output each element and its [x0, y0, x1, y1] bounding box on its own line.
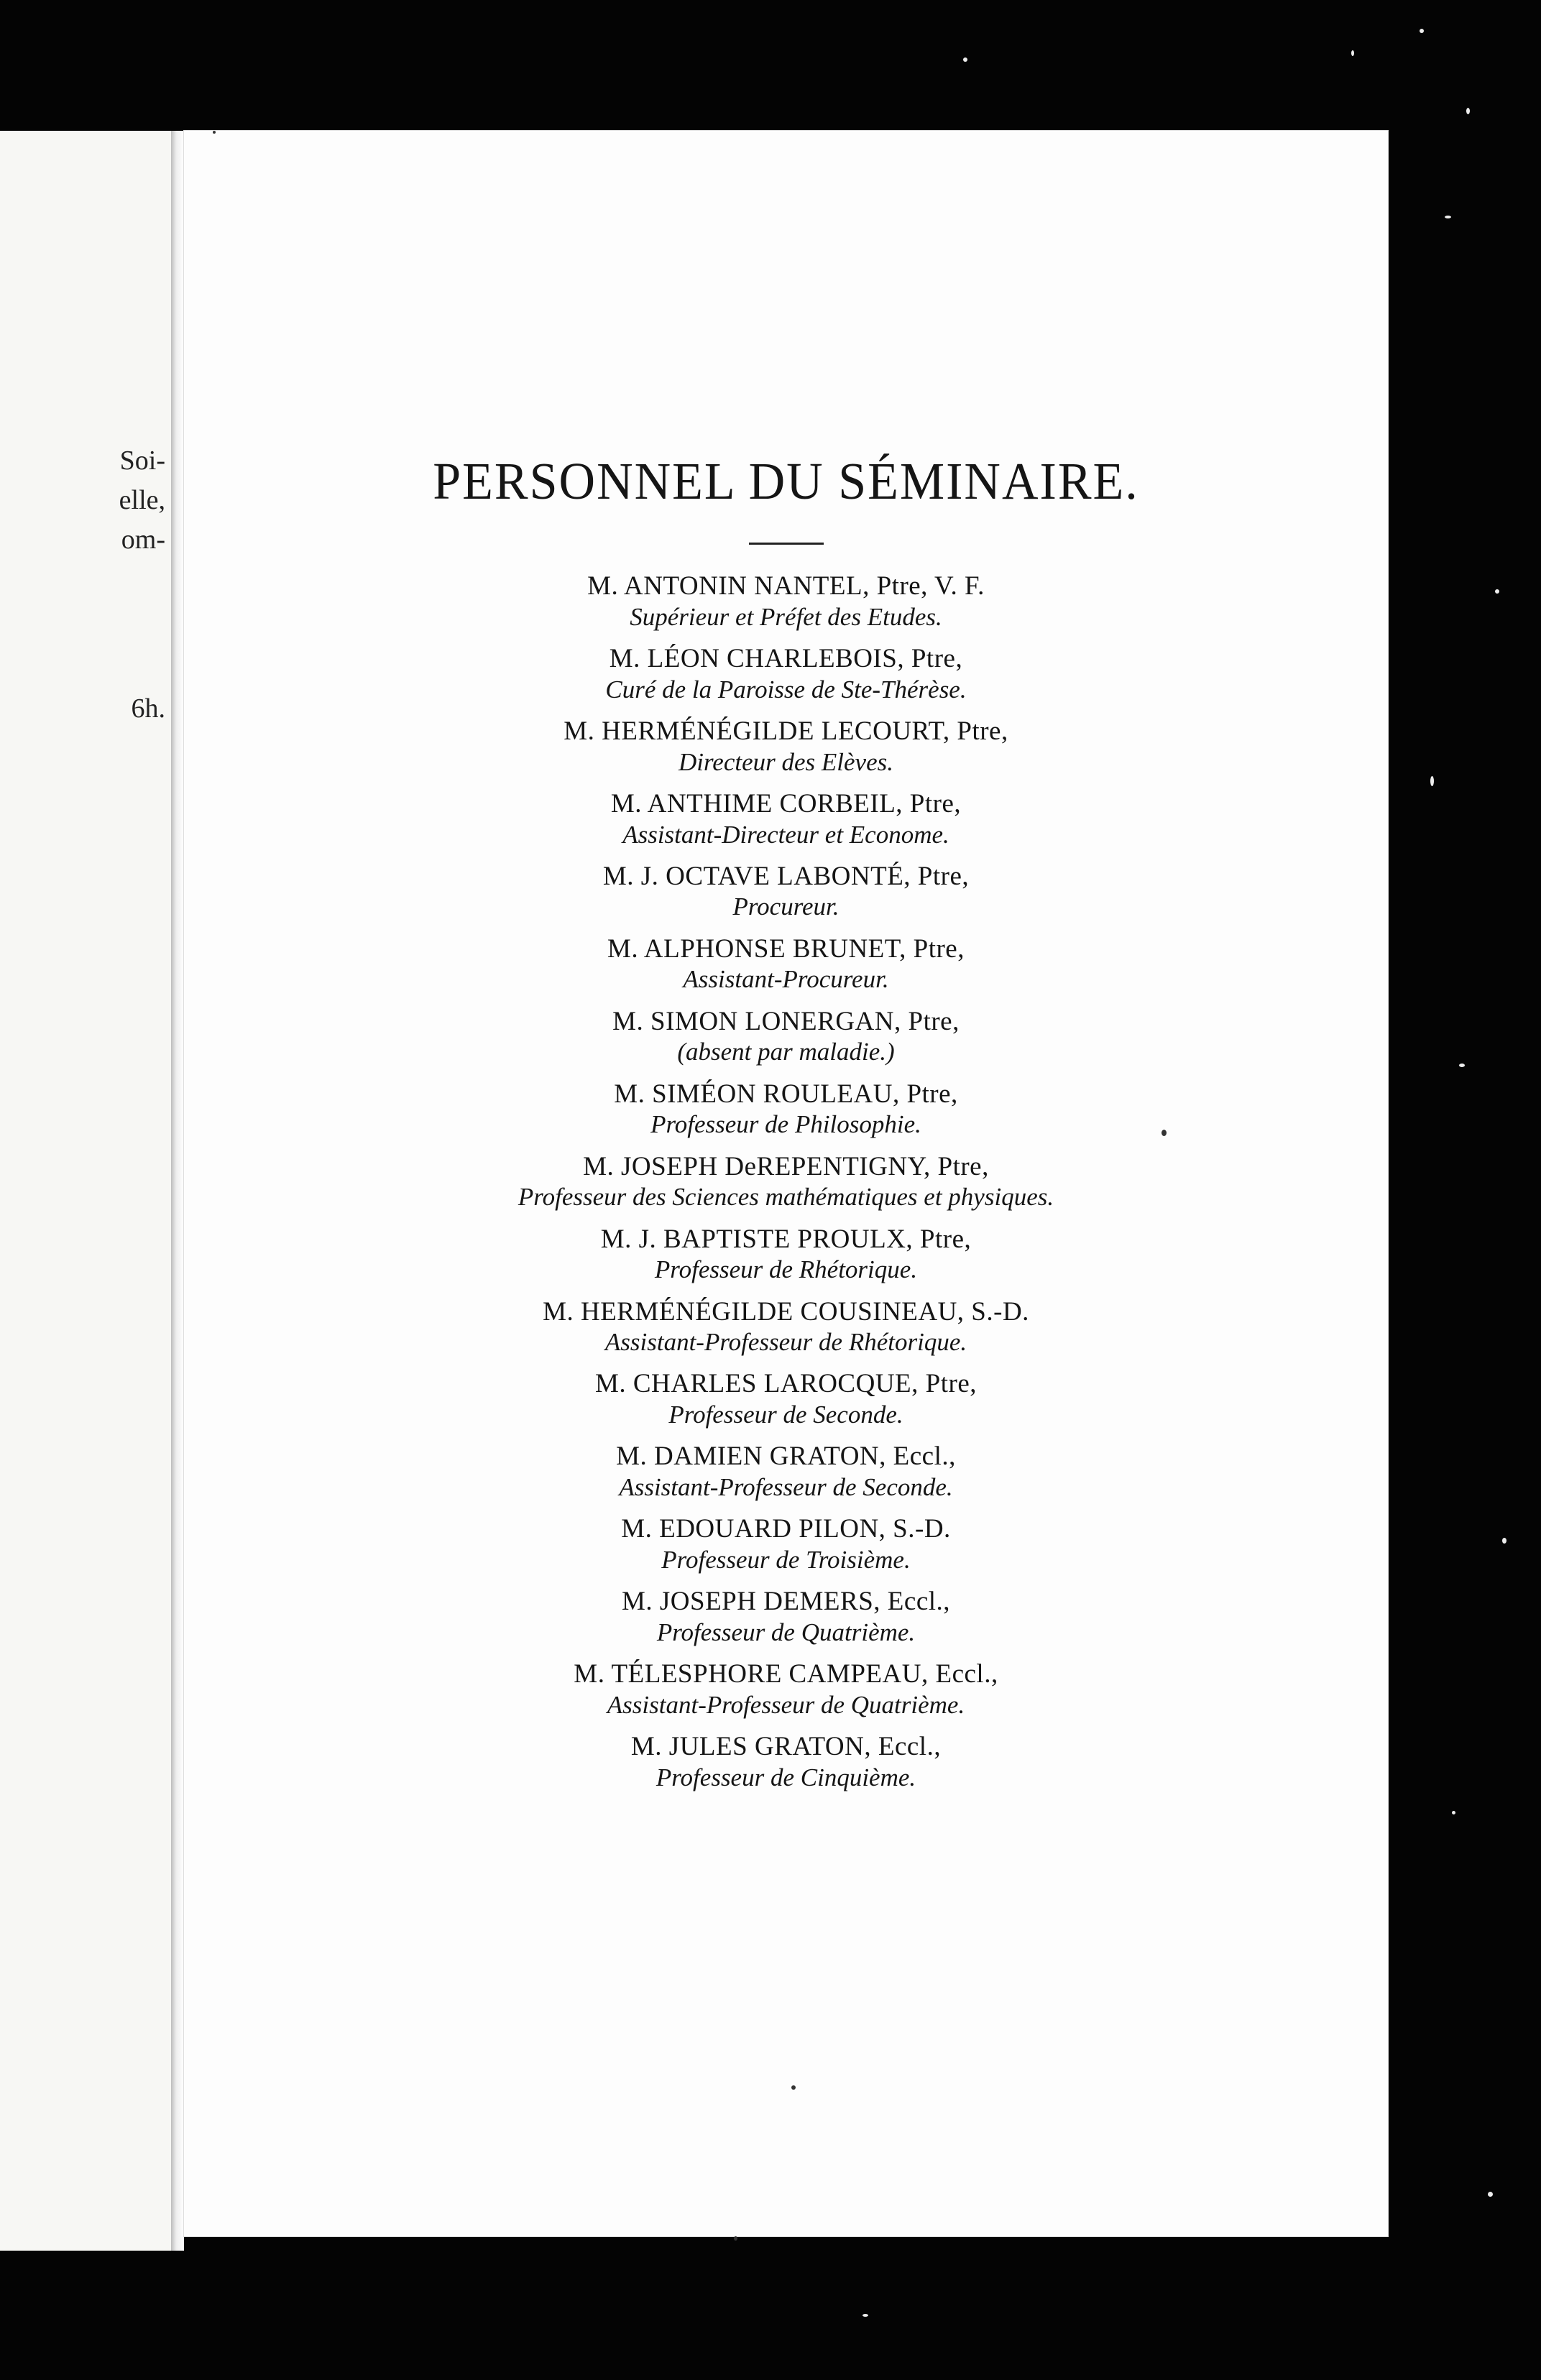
staff-name: M. TÉLESPHORE CAMPEAU, Eccl., — [574, 1659, 998, 1689]
staff-role: Supérieur et Préfet des Etudes. — [630, 602, 942, 631]
dust-speck — [1452, 1811, 1455, 1814]
staff-name: M. ALPHONSE BRUNET, Ptre, — [607, 933, 965, 964]
staff-role: Assistant-Professeur de Rhétorique. — [604, 1328, 967, 1357]
staff-role: Assistant-Professeur de Seconde. — [619, 1473, 953, 1502]
staff-role: Professeur de Philosophie. — [650, 1110, 921, 1139]
staff-entry — [184, 1296, 1388, 1357]
staff-name: M. J. OCTAVE LABONTÉ, Ptre, — [602, 861, 970, 891]
left-page-text-fragment: om- — [121, 525, 165, 555]
page-title: PERSONNEL DU SÉMINAIRE. — [433, 453, 1139, 511]
staff-name: M. HERMÉNÉGILDE LECOURT, Ptre, — [564, 716, 1008, 746]
dust-speck — [1445, 216, 1451, 218]
ink-speck — [734, 2236, 737, 2241]
title-rule — [749, 543, 824, 545]
staff-name: M. ANTONIN NANTEL, Ptre, V. F. — [587, 571, 985, 601]
staff-entry — [184, 643, 1388, 704]
dust-speck — [862, 2314, 868, 2317]
staff-entry — [184, 933, 1388, 995]
staff-entry — [184, 1079, 1388, 1140]
staff-entry — [184, 1368, 1388, 1429]
staff-role: Curé de la Paroisse de Ste-Thérèse. — [605, 675, 967, 704]
staff-role: Procureur. — [732, 892, 840, 921]
dust-speck — [963, 57, 967, 62]
staff-name: M. JOSEPH DEMERS, Eccl., — [621, 1587, 951, 1617]
right-page — [184, 131, 1388, 2236]
dust-speck — [1430, 776, 1434, 786]
staff-name: M. LÉON CHARLEBOIS, Ptre, — [609, 643, 963, 673]
left-page-text-fragment: Soi- — [119, 446, 165, 476]
staff-entry — [184, 1151, 1388, 1212]
staff-name: M. JOSEPH DeREPENTIGNY, Ptre, — [583, 1151, 989, 1181]
staff-role: Directeur des Elèves. — [678, 747, 893, 776]
staff-entry — [184, 716, 1388, 777]
dust-speck — [1502, 1538, 1506, 1544]
book-gutter — [171, 131, 184, 2251]
ink-speck — [213, 131, 216, 134]
staff-role: Assistant-Directeur et Econome. — [622, 820, 949, 849]
staff-entry — [184, 1224, 1388, 1285]
staff-name: M. ANTHIME CORBEIL, Ptre, — [610, 788, 962, 818]
staff-name: M. EDOUARD PILON, S.-D. — [621, 1514, 951, 1544]
staff-list — [184, 571, 1388, 1792]
dust-speck — [1420, 29, 1424, 33]
staff-role: Professeur de Troisième. — [661, 1546, 911, 1574]
dust-speck — [1488, 2192, 1493, 2197]
dust-speck — [1459, 1064, 1465, 1067]
staff-name: M. HERMÉNÉGILDE COUSINEAU, S.-D. — [543, 1296, 1029, 1327]
staff-name: M. SIMON LONERGAN, Ptre, — [612, 1006, 960, 1036]
left-facing-page — [0, 131, 171, 2251]
staff-name: M. JULES GRATON, Eccl., — [630, 1732, 942, 1762]
staff-name: M. DAMIEN GRATON, Eccl., — [616, 1442, 956, 1472]
staff-role: Professeur de Seconde. — [668, 1401, 903, 1429]
staff-entry — [184, 788, 1388, 849]
staff-role: Assistant-Professeur de Quatrième. — [607, 1690, 965, 1719]
staff-role: Assistant-Procureur. — [683, 965, 889, 994]
page-content — [184, 454, 1388, 1804]
dust-speck — [1351, 50, 1354, 56]
staff-entry — [184, 1006, 1388, 1067]
dust-speck — [1466, 108, 1470, 114]
staff-entry — [184, 571, 1388, 632]
left-page-text-fragment: elle, — [119, 485, 165, 515]
staff-role: (absent par maladie.) — [677, 1038, 895, 1066]
staff-role: Professeur de Cinquième. — [656, 1763, 916, 1791]
staff-role: Professeur de Quatrième. — [656, 1618, 916, 1646]
dust-speck — [1495, 589, 1499, 594]
staff-name: M. SIMÉON ROULEAU, Ptre, — [614, 1079, 958, 1109]
staff-entry — [184, 1513, 1388, 1574]
staff-entry — [184, 861, 1388, 922]
staff-entry — [184, 1659, 1388, 1720]
staff-entry — [184, 1731, 1388, 1792]
staff-entry — [184, 1441, 1388, 1502]
ink-speck — [791, 2085, 796, 2090]
staff-role: Professeur de Rhétorique. — [654, 1255, 918, 1284]
staff-role: Professeur des Sciences mathématiques et physiques. — [518, 1183, 1054, 1212]
staff-name: M. J. BAPTISTE PROULX, Ptre, — [600, 1224, 972, 1254]
staff-name: M. CHARLES LAROCQUE, Ptre, — [594, 1369, 978, 1399]
staff-entry — [184, 1586, 1388, 1647]
left-page-text-fragment: 6h. — [131, 693, 165, 724]
